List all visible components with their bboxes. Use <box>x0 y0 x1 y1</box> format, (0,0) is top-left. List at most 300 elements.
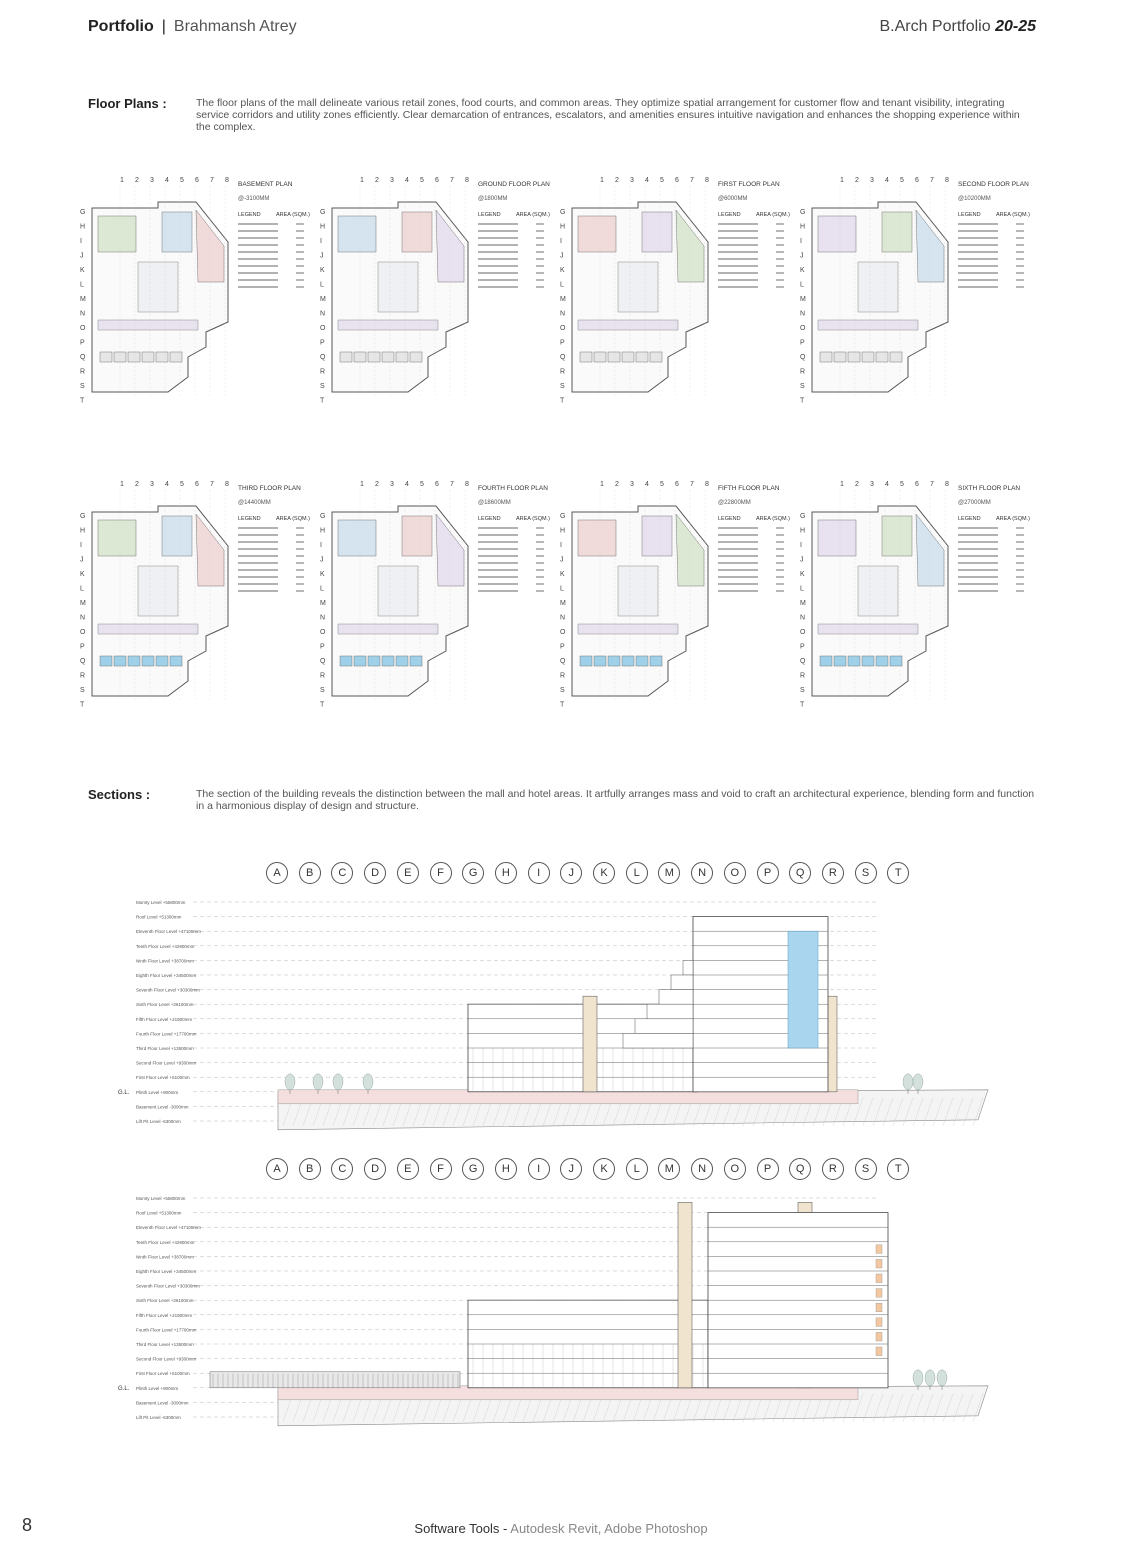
column-grid-label: 6 <box>915 481 919 488</box>
row-grid-label: P <box>80 643 85 651</box>
area-heading: AREA (SQM.) <box>516 212 550 218</box>
plan-room <box>636 656 648 666</box>
section-grid-bubble: F <box>430 862 452 884</box>
plan-zone <box>338 216 376 252</box>
level-label: Mumty Level +55800mm <box>136 900 186 905</box>
level-label: Fifth Floor Level +21900mm <box>136 1016 193 1022</box>
row-grid-label: K <box>560 571 565 578</box>
row-grid-label: M <box>560 296 566 303</box>
level-label: Sixth Floor Level +26100mm <box>136 1298 194 1304</box>
plan-room <box>848 656 860 666</box>
section-drawing-1 <box>118 886 998 1161</box>
level-label: Basement Level -3000mm <box>136 1400 189 1406</box>
plan-room <box>890 352 902 362</box>
area-heading: AREA (SQM.) <box>756 212 790 218</box>
page-header <box>88 18 1036 42</box>
sections-description: The section of the building reveals the distinction between the mall and hotel areas. It artfully arranges mass and void to craft an architectural experience, blending form and function in a harmonious display of design and structure. <box>196 788 1035 812</box>
hotel-balcony <box>876 1289 882 1298</box>
column-grid-label: 3 <box>390 177 394 184</box>
plan-room <box>820 656 832 666</box>
hotel-balcony <box>876 1245 882 1254</box>
column-grid-label: 4 <box>405 481 409 488</box>
column-grid-label: 2 <box>135 177 139 184</box>
row-grid-label: S <box>80 687 85 694</box>
row-grid-label: Q <box>320 354 326 361</box>
plan-title: BASEMENT PLAN <box>238 181 293 188</box>
section-grid-bubble: C <box>331 862 353 884</box>
level-label: Lift Pit Level -6300mm <box>136 1119 181 1124</box>
column-grid-label: 5 <box>180 177 184 184</box>
plan-atrium <box>138 566 178 616</box>
row-grid-label: G <box>560 513 566 520</box>
row-grid-label: L <box>560 585 564 593</box>
row-grid-label: K <box>320 571 325 578</box>
row-grid-label: G <box>800 209 806 216</box>
row-grid-label: O <box>320 629 326 636</box>
plan-room <box>368 656 380 666</box>
plan-room <box>368 352 380 362</box>
plan-room <box>650 352 662 362</box>
row-grid-label: N <box>80 614 86 622</box>
column-grid-label: 4 <box>165 177 169 184</box>
level-label: Tenth Floor Level +42900mm <box>136 1239 195 1245</box>
plan-atrium <box>138 262 178 312</box>
plan-room <box>862 656 874 666</box>
plan-room <box>170 352 182 362</box>
row-grid-label: G <box>320 513 326 520</box>
plan-zone <box>818 216 856 252</box>
column-grid-label: 2 <box>375 481 379 488</box>
hotel-balcony <box>876 1332 882 1341</box>
section-grid-bubbles-1 <box>266 862 916 884</box>
tree <box>913 1370 923 1386</box>
row-grid-label: R <box>80 368 86 376</box>
section-grid-bubble: O <box>724 1158 746 1180</box>
area-heading: AREA (SQM.) <box>996 212 1030 218</box>
column-grid-label: 8 <box>705 177 709 184</box>
plan-corridor <box>578 624 678 634</box>
section-grid-bubble: L <box>626 862 648 884</box>
plan-corridor <box>818 624 918 634</box>
footer <box>0 1521 1122 1536</box>
plan-room <box>410 352 422 362</box>
row-grid-label: J <box>80 556 84 564</box>
column-grid-label: 5 <box>420 177 424 184</box>
hotel-balcony <box>876 1259 882 1268</box>
row-grid-label: T <box>320 701 325 709</box>
row-grid-label: P <box>320 339 325 347</box>
row-grid-label: G <box>800 513 806 520</box>
row-grid-label: H <box>800 223 806 231</box>
section-grid-bubble: R <box>822 1158 844 1180</box>
page-number: 8 <box>22 1515 33 1535</box>
tree <box>925 1370 935 1386</box>
plan-room <box>622 352 634 362</box>
terrace-step <box>647 1004 693 1019</box>
row-grid-label: H <box>320 527 326 535</box>
row-grid-label: K <box>320 267 325 274</box>
legend-heading: LEGEND <box>718 212 741 218</box>
row-grid-label: O <box>800 629 806 636</box>
column-grid-label: 4 <box>405 177 409 184</box>
row-grid-label: G <box>560 209 566 216</box>
row-grid-label: L <box>560 281 564 289</box>
level-label: First Floor Level +5100mm <box>136 1075 190 1081</box>
plan-room <box>354 352 366 362</box>
area-heading: AREA (SQM.) <box>516 516 550 522</box>
row-grid-label: O <box>560 629 566 636</box>
row-grid-label: P <box>320 643 325 651</box>
column-grid-label: 6 <box>195 177 199 184</box>
column-grid-label: 4 <box>645 177 649 184</box>
plan-atrium <box>618 566 658 616</box>
plan-level: @22800MM <box>718 500 751 506</box>
column-grid-label: 7 <box>450 177 454 184</box>
row-grid-label: Q <box>560 658 566 665</box>
row-grid-label: J <box>800 252 804 260</box>
plan-zone <box>402 516 432 556</box>
row-grid-label: O <box>800 325 806 332</box>
level-label: Roof Level +51300mm <box>136 1210 182 1216</box>
row-grid-label: T <box>320 397 325 405</box>
author-name: Brahmansh Atrey <box>173 18 297 35</box>
header-left <box>88 18 297 36</box>
row-grid-label: H <box>320 223 326 231</box>
legend-heading: LEGEND <box>958 516 981 522</box>
row-grid-label: Q <box>80 658 86 665</box>
tree <box>363 1074 373 1090</box>
row-grid-label: S <box>560 687 565 694</box>
column-grid-label: 1 <box>600 481 604 488</box>
row-grid-label: H <box>560 223 566 231</box>
plan-room <box>848 352 860 362</box>
row-grid-label: N <box>800 310 806 318</box>
hotel-balcony <box>876 1318 882 1327</box>
plan-zone <box>98 520 136 556</box>
section-grid-bubble: D <box>364 862 386 884</box>
hotel-balcony <box>876 1347 882 1356</box>
section-grid-bubble: I <box>528 862 550 884</box>
plan-room <box>594 352 606 362</box>
plan-zone <box>98 216 136 252</box>
plan-room <box>114 352 126 362</box>
row-grid-label: M <box>80 296 86 303</box>
area-heading: AREA (SQM.) <box>996 516 1030 522</box>
column-grid-label: 3 <box>870 481 874 488</box>
tree <box>937 1370 947 1386</box>
level-label: Second Floor Level +9300mm <box>136 1356 197 1362</box>
row-grid-label: M <box>800 296 806 303</box>
row-grid-label: M <box>320 600 326 607</box>
column-grid-label: 8 <box>225 177 229 184</box>
row-grid-label: Q <box>80 354 86 361</box>
column-grid-label: 2 <box>135 481 139 488</box>
plan-room <box>128 656 140 666</box>
row-grid-label: T <box>80 701 85 709</box>
row-grid-label: R <box>320 368 326 376</box>
column-grid-label: 6 <box>675 177 679 184</box>
column-grid-label: 7 <box>690 177 694 184</box>
level-label: Eighth Floor Level +34500mm <box>136 973 197 978</box>
row-grid-label: T <box>800 397 805 405</box>
section-grid-bubble: P <box>757 1158 779 1180</box>
row-grid-label: M <box>80 600 86 607</box>
column-grid-label: 3 <box>630 177 634 184</box>
plan-level: @27000MM <box>958 500 991 506</box>
section-grid-bubble: S <box>855 862 877 884</box>
plan-level: @6000MM <box>718 196 748 202</box>
column-grid-label: 1 <box>840 481 844 488</box>
column-grid-label: 5 <box>420 481 424 488</box>
row-grid-label: L <box>80 281 84 289</box>
section-grid-bubble: J <box>560 862 582 884</box>
legend-heading: LEGEND <box>238 212 261 218</box>
row-grid-label: J <box>320 252 324 260</box>
column-grid-label: 6 <box>915 177 919 184</box>
row-grid-label: L <box>320 585 324 593</box>
section-grid-bubble: H <box>495 1158 517 1180</box>
plan-corridor <box>338 320 438 330</box>
legend-heading: LEGEND <box>958 212 981 218</box>
floor-plan-sheet <box>798 172 1030 427</box>
plan-room <box>114 656 126 666</box>
plan-room <box>396 656 408 666</box>
floor-plan-sheet <box>798 476 1030 731</box>
row-grid-label: T <box>800 701 805 709</box>
tools-value: Autodesk Revit, Adobe Photoshop <box>510 1521 708 1536</box>
row-grid-label: J <box>560 252 564 260</box>
column-grid-label: 4 <box>165 481 169 488</box>
plan-atrium <box>378 566 418 616</box>
plan-zone <box>642 212 672 252</box>
level-label: Plinth Level +900mm <box>136 1385 179 1391</box>
row-grid-label: K <box>800 571 805 578</box>
level-label: Eighth Floor Level +34500mm <box>136 1269 197 1274</box>
row-grid-label: I <box>560 542 562 549</box>
column-grid-label: 8 <box>225 481 229 488</box>
row-grid-label: P <box>80 339 85 347</box>
plan-room <box>608 352 620 362</box>
plan-room <box>170 656 182 666</box>
section-grid-bubble: I <box>528 1158 550 1180</box>
column-grid-label: 4 <box>645 481 649 488</box>
row-grid-label: T <box>80 397 85 405</box>
row-grid-label: T <box>560 701 565 709</box>
plan-title: FIRST FLOOR PLAN <box>718 181 780 188</box>
row-grid-label: K <box>800 267 805 274</box>
row-grid-label: O <box>80 629 86 636</box>
plan-level: @-3100MM <box>238 196 270 202</box>
row-grid-label: O <box>320 325 326 332</box>
section-grid-bubble: M <box>658 862 680 884</box>
row-grid-label: S <box>80 383 85 390</box>
legend-heading: LEGEND <box>478 212 501 218</box>
plan-room <box>156 656 168 666</box>
plan-level: @14400MM <box>238 500 271 506</box>
plan-atrium <box>618 262 658 312</box>
column-grid-label: 1 <box>120 481 124 488</box>
level-label: Fifth Floor Level +21900mm <box>136 1312 193 1318</box>
ground-level-label: G.L. <box>118 1089 130 1096</box>
row-grid-label: J <box>320 556 324 564</box>
plan-room <box>382 352 394 362</box>
plan-title: SECOND FLOOR PLAN <box>958 181 1029 188</box>
plan-zone <box>882 212 912 252</box>
section-grid-bubble: P <box>757 862 779 884</box>
row-grid-label: H <box>560 527 566 535</box>
plan-room <box>650 656 662 666</box>
parking-podium <box>210 1372 460 1388</box>
column-grid-label: 8 <box>945 481 949 488</box>
row-grid-label: H <box>80 527 86 535</box>
tree <box>913 1074 923 1090</box>
column-grid-label: 1 <box>840 177 844 184</box>
plan-level: @18600MM <box>478 500 511 506</box>
service-core <box>678 1202 692 1387</box>
column-grid-label: 7 <box>210 177 214 184</box>
plan-room <box>340 352 352 362</box>
header-separator: | <box>161 18 166 35</box>
plan-title: SIXTH FLOOR PLAN <box>958 485 1021 492</box>
level-label: Basement Level -3000mm <box>136 1104 189 1110</box>
section-grid-bubble: A <box>266 1158 288 1180</box>
hotel-balcony <box>876 1274 882 1283</box>
column-grid-label: 7 <box>210 481 214 488</box>
plan-zone <box>818 520 856 556</box>
row-grid-label: G <box>320 209 326 216</box>
hotel-glazing <box>788 931 818 1048</box>
section-grid-bubble: E <box>397 862 419 884</box>
section-grid-bubble: C <box>331 1158 353 1180</box>
column-grid-label: 5 <box>900 481 904 488</box>
row-grid-label: M <box>320 296 326 303</box>
row-grid-label: Q <box>320 658 326 665</box>
section-grid-bubble: D <box>364 1158 386 1180</box>
area-heading: AREA (SQM.) <box>756 516 790 522</box>
plan-title: FIFTH FLOOR PLAN <box>718 485 780 492</box>
row-grid-label: L <box>800 281 804 289</box>
row-grid-label: N <box>320 310 326 318</box>
plan-room <box>382 656 394 666</box>
plan-room <box>890 656 902 666</box>
legend-heading: LEGEND <box>718 516 741 522</box>
section-grid-bubble: K <box>593 862 615 884</box>
row-grid-label: P <box>800 339 805 347</box>
row-grid-label: N <box>800 614 806 622</box>
plan-zone <box>162 212 192 252</box>
plan-zone <box>578 520 616 556</box>
section-grid-bubble: G <box>462 862 484 884</box>
plan-room <box>354 656 366 666</box>
plan-title: FOURTH FLOOR PLAN <box>478 485 548 492</box>
plan-room <box>396 352 408 362</box>
plan-title: THIRD FLOOR PLAN <box>238 485 301 492</box>
level-label: Seventh Floor Level +30300mm <box>136 1283 200 1289</box>
tree <box>903 1074 913 1090</box>
tree <box>285 1074 295 1090</box>
section-grid-bubble: E <box>397 1158 419 1180</box>
column-grid-label: 5 <box>660 177 664 184</box>
row-grid-label: S <box>800 687 805 694</box>
level-label: Eleventh Floor Level +47100mm <box>136 929 201 935</box>
floor-plan-sheet <box>558 476 790 731</box>
row-grid-label: I <box>560 238 562 245</box>
floor-plan-sheet <box>558 172 790 427</box>
column-grid-label: 7 <box>450 481 454 488</box>
row-grid-label: S <box>800 383 805 390</box>
level-label: Ninth Floor Level +38700mm <box>136 958 194 964</box>
section-grid-bubble: N <box>691 862 713 884</box>
section-grid-bubble: S <box>855 1158 877 1180</box>
row-grid-label: S <box>320 383 325 390</box>
level-label: Tenth Floor Level +42900mm <box>136 943 195 949</box>
level-label: Mumty Level +55800mm <box>136 1196 186 1201</box>
plan-zone <box>338 520 376 556</box>
row-grid-label: J <box>560 556 564 564</box>
service-core <box>583 996 597 1092</box>
row-grid-label: N <box>80 310 86 318</box>
plan-corridor <box>818 320 918 330</box>
portfolio-title: B.Arch Portfolio <box>879 18 991 35</box>
plan-room <box>100 656 112 666</box>
terrace-step <box>671 975 693 990</box>
level-label: Roof Level +51300mm <box>136 914 182 920</box>
level-label: Eleventh Floor Level +47100mm <box>136 1225 201 1231</box>
row-grid-label: T <box>560 397 565 405</box>
terrace-step <box>623 1033 693 1048</box>
section-grid-bubble: O <box>724 862 746 884</box>
section-grid-bubble: G <box>462 1158 484 1180</box>
plan-room <box>580 352 592 362</box>
section-grid-bubble: J <box>560 1158 582 1180</box>
row-grid-label: S <box>320 687 325 694</box>
row-grid-label: I <box>80 238 82 245</box>
plan-atrium <box>858 566 898 616</box>
section-grid-bubble: B <box>299 862 321 884</box>
plan-corridor <box>98 320 198 330</box>
section-grid-bubble: K <box>593 1158 615 1180</box>
column-grid-label: 6 <box>435 481 439 488</box>
plan-room <box>410 656 422 666</box>
plan-corridor <box>98 624 198 634</box>
column-grid-label: 8 <box>465 481 469 488</box>
plan-room <box>594 656 606 666</box>
row-grid-label: G <box>80 513 86 520</box>
plan-zone <box>578 216 616 252</box>
column-grid-label: 6 <box>435 177 439 184</box>
section-grid-bubble: T <box>887 862 909 884</box>
section-drawing-2 <box>118 1182 998 1457</box>
row-grid-label: P <box>560 339 565 347</box>
level-label: First Floor Level +5100mm <box>136 1371 190 1377</box>
row-grid-label: R <box>800 672 806 680</box>
row-grid-label: L <box>800 585 804 593</box>
floor-plan-sheet <box>318 172 550 427</box>
column-grid-label: 2 <box>615 177 619 184</box>
plan-room <box>156 352 168 362</box>
row-grid-label: N <box>560 614 566 622</box>
plan-zone <box>642 516 672 556</box>
column-grid-label: 8 <box>945 177 949 184</box>
column-grid-label: 4 <box>885 177 889 184</box>
plan-room <box>128 352 140 362</box>
hotel-balcony <box>876 1303 882 1312</box>
plan-title: GROUND FLOOR PLAN <box>478 181 550 188</box>
row-grid-label: L <box>320 281 324 289</box>
legend-heading: LEGEND <box>478 516 501 522</box>
plan-level: @10200MM <box>958 196 991 202</box>
row-grid-label: O <box>560 325 566 332</box>
